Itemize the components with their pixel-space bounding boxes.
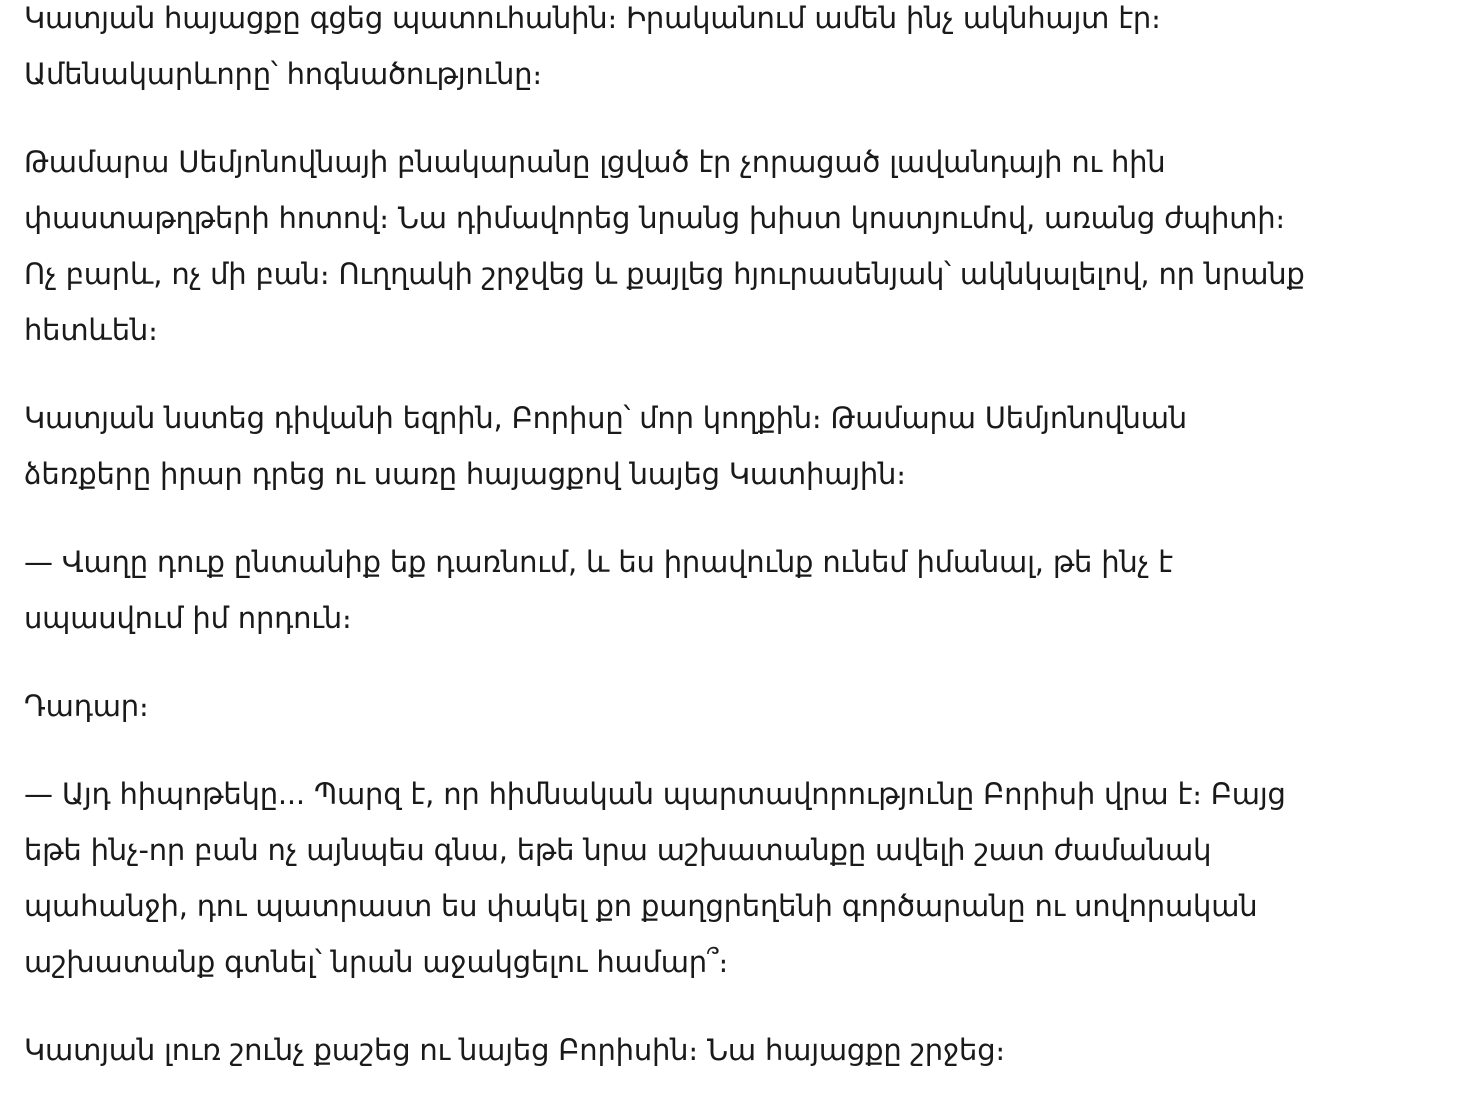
document-body	[24, 0, 1314, 1110]
paragraph-1: Կատյան հայացքը գցեց պատուհանին։ Իրականում ամեն ինչ ակնհայտ էր։ Ամենակարևորը՝ հոգնածությունը։	[24, 1, 1161, 91]
paragraph-6: — Այդ հիպոթեկը... Պարզ է, որ հիմնական պարտավորությունը Բորիսի վրա է։ Բայց եթե ինչ-որ բան ոչ այնպես գնա, եթե նրա աշխատանքը ավելի շատ ժամանակ պահանջի, դու պատրաստ ես փակել քո քաղցրեղենի գործարանը ու սովորական աշխատանք գտնել՝ նրան աջակցելու համար՞։	[24, 777, 1286, 979]
paragraph-7: Կատյան լուռ շունչ քաշեց ու նայեց Բորիսին։ Նա հայացքը շրջեց։	[24, 1033, 1005, 1067]
paragraph-2: Թամարա Սեմյոնովնայի բնակարանը լցված էր չորացած լավանդայի ու հին փաստաթղթերի հոտով։ Նա դիմավորեց նրանց խիստ կոստյումով, առանց ժպիտի։ Ոչ բարև, ոչ մի բան։ Ուղղակի շրջվեց և քայլեց հյուրասենյակ՝ ակնկալելով, որ նրանք հետևեն։	[24, 145, 1305, 347]
paragraph-5: Դադար։	[24, 689, 149, 723]
paragraph-4: — Վաղը դուք ընտանիք եք դառնում, և ես իրավունք ունեմ իմանալ, թե ինչ է սպասվում իմ որդուն։	[24, 545, 1173, 635]
paragraph-3: Կատյան նստեց դիվանի եզրին, Բորիսը՝ մոր կողքին։ Թամարա Սեմյոնովնան ձեռքերը իրար դրեց ու սառը հայացքով նայեց Կատիային։	[24, 401, 1187, 491]
